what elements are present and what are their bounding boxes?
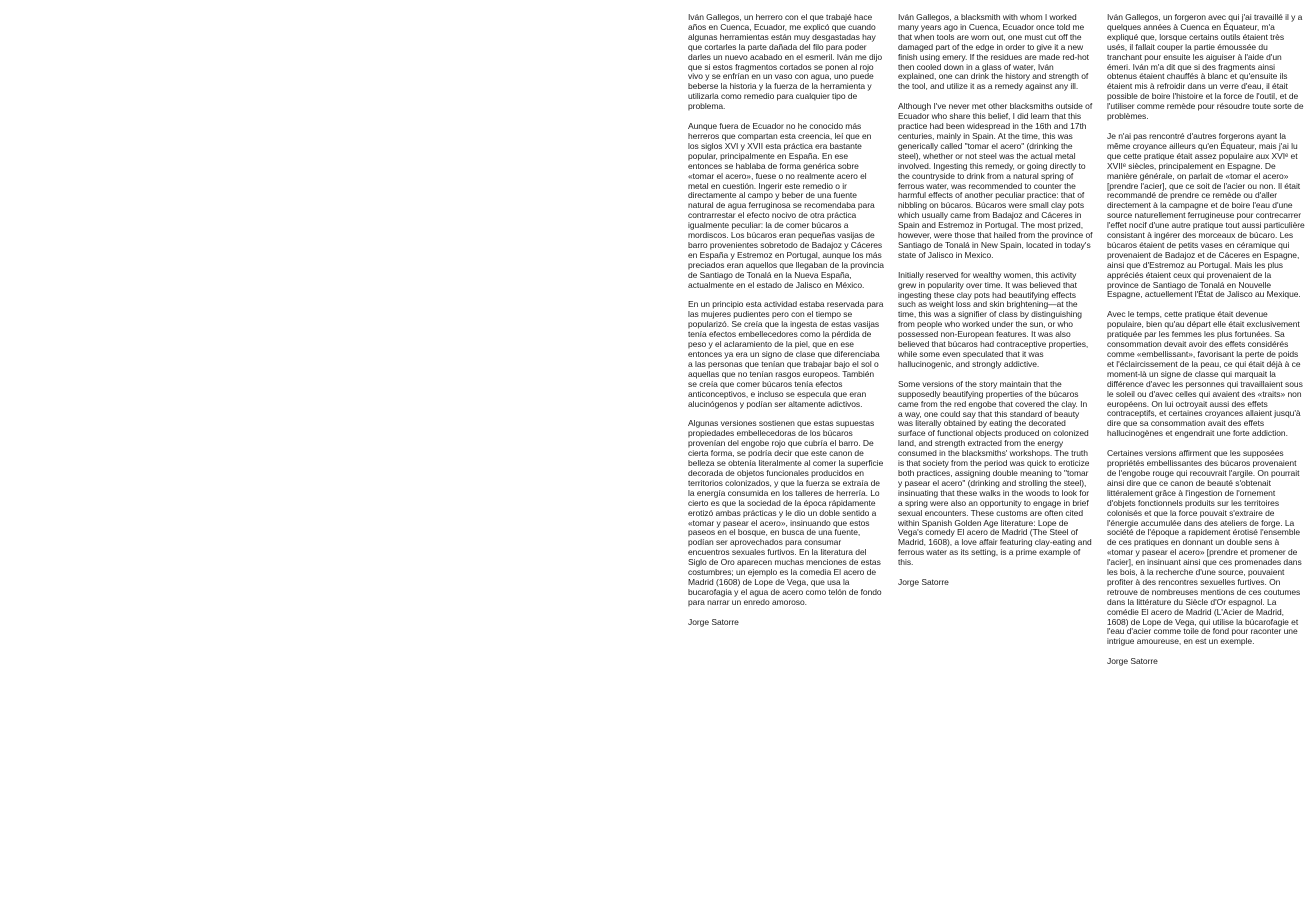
spanish-author: Jorge Satorre	[688, 616, 739, 627]
spanish-text-column	[688, 13, 884, 628]
english-text-column	[898, 13, 1094, 588]
french-paragraph-1: Iván Gallegos, un forgeron avec qui j'ai travaillé il y a quelques années à Cuenca en Équateur, m'a expliqué que, lorsque certains outils étaient très usés, il fallait couper la partie émoussée du tranchant pour ensuite les aiguiser à l'aide d'un émeri. Iván m'a dit que si des fragments ainsi obtenus étaient chauffés à blanc et qu'ensuite ils étaient mis à refroidir dans un verre d'eau, il était possible de boire l'histoire et la force de l'outil, et de l'utiliser comme remède pour résoudre toute sorte de problèmes.	[1107, 12, 1304, 122]
english-paragraph-3: Initially reserved for wealthy women, this activity grew in popularity over time. It was believed that ingesting these clay pots had beautifying effects such as weight loss and skin brightening—at the time, this was a signifier of class by distinguishing from people who worked under the sun, or who possessed non-European features. It was also believed that búcaros had contraceptive properties, while some even speculated that it was hallucinogenic, and strongly addictive.	[898, 269, 1089, 369]
spanish-paragraph-1: Iván Gallegos, un herrero con el que trabajé hace años en Cuenca, Ecuador, me explicó que cuando algunas herramientas están muy desgastadas hay que cortarles la parte dañada del filo para poder darles un nuevo acabado en el esmeril. Iván me dijo que si estos fragmentos cortados se ponen al rojo vivo y se enfrían en un vaso con agua, uno puede beberse la historia y la fuerza de la herramienta y utilizarla como remedio para cualquier tipo de problema.	[688, 12, 883, 112]
spanish-paragraph-4: Algunas versiones sostienen que estas supuestas propiedades embellecedoras de los búcaros provenían del engobe rojo que cubría el barro. De cierta forma, se podría decir que este canon de belleza se obtenía literalmente al comer la superficie decorada de objetos funcionales producidos en territorios colonizados, y que la fuerza se extraía de la energía consumida en los talleres de herrería. Lo cierto es que la sociedad de la época rápidamente erotizó ambas prácticas y le dio un doble sentido a «tomar y pasear el acero», insinuando que estos paseos en el bosque, en busca de una fuente, podían ser aprovechados para consumar encuentros sexuales furtivos. En la literatura del Siglo de Oro aparecen muchas menciones de estas costumbres; un ejemplo es la comedia El acero de Madrid (1608) de Lope de Vega, que usa la bucarofagia y el agua de acero como telón de fondo para narrar un enredo amoroso.	[688, 418, 884, 607]
english-paragraph-4: Some versions of the story maintain that the supposedly beautifying properties of the búcaros came from the red engobe that covered the clay. In a way, one could say that this standard of beauty was literally obtained by eating the decorated surface of functional objects produced on colonized land, and strength extracted from the energy consumed in the blacksmiths' workshops. The truth is that society from the period was quick to eroticize both practices, assigning double meaning to "tomar y pasear el acero" (drinking and strolling the steel), insinuating that these walks in the woods to look for a spring were also an opportunity to engage in brief sexual encounters. These customs are often cited within Spanish Golden Age literature: Lope de Vega's comedy El acero de Madrid (The Steel of Madrid, 1608), a love affair featuring clay-eating and ferrous water as its setting, is a prime example of this.	[898, 378, 1092, 568]
english-paragraph-1: Iván Gallegos, a blacksmith with whom I worked many years ago in Cuenca, Ecuador once told me that when tools are worn out, one must cut off the damaged part of the edge in order to give it a new finish using emery. If the residues are made red-hot then cooled down in a glass of water, Iván explained, one can drink the history and strength of the tool, and utilize it as a remedy against any ill.	[898, 12, 1089, 92]
french-paragraph-2: Je n'ai pas rencontré d'autres forgerons ayant la même croyance ailleurs qu'en Équateur, mais j'ai lu que cette pratique était assez populaire aux XVIᵉ et XVIIᵉ siècles, principalement en Espagne. De manière générale, on parlait de «tomar el acero» [prendre l'acier], que ce soit de l'acier ou non. Il était recommandé de prendre ce remède ou d'aller directement à la campagne et de boire l'eau d'une source naturellement ferrugineuse pour contrecarrer l'effet nocif d'une autre pratique tout aussi particulière consistant à ingérer des morceaux de búcaro. Les búcaros étaient de petits vases en céramique qui provenaient de Badajoz et de Cáceres en Espagne, ainsi que d'Estremoz au Portugal. Mais les plus appréciés étaient ceux qui provenaient de la province de Santiago de Tonalá en Nouvelle Espagne, actuellement l'État de Jalisco au Mexique.	[1107, 130, 1305, 300]
spanish-paragraph-3: En un principio esta actividad estaba reservada para las mujeres pudientes pero con el tiempo se popularizó. Se creía que la ingesta de estas vasijas tenía efectos embellecedores como la pérdida de peso y el aclaramiento de la piel, que en ese entonces ya era un signo de clase que diferenciaba a las personas que tenían que trabajar bajo el sol o aquellas que no tenían rasgos europeos. También se creía que comer búcaros tenía efectos anticonceptivos, e incluso se especula que eran alucinógenos y podían ser altamente adictivos.	[688, 299, 884, 409]
french-text-column	[1107, 13, 1305, 667]
french-author: Jorge Satorre	[1107, 656, 1158, 667]
english-paragraph-2: Although I've never met other blacksmiths outside of Ecuador who share this belief, I did learn that this practice had been widespread in the 16th and 17th centuries, mainly in Spain. At the time, this was generically called "tomar el acero" (drinking the steel), whether or not steel was the actual metal involved. Ingesting this remedy, or going directly to the countryside to drink from a natural spring of ferrous water, was recommended to counter the harmful effects of another peculiar practice: that of nibbling on búcaros. Búcaros were small clay pots which usually came from Badajoz and Cáceres in Spain and Estremoz in Portugal. The most prized, however, were those that hailed from the province of Santiago de Tonalá in New Spain, located in today's state of Jalisco in Mexico.	[898, 101, 1093, 260]
french-paragraph-3: Avec le temps, cette pratique était devenue populaire, bien qu'au départ elle était exclusivement pratiquée par les femmes les plus fortunées. Sa consommation devait avoir des effets considérés comme «embellissant», favorisant la perte de poids et l'éclaircissement de la peau, ce qui était déjà à ce moment-là un signe de classe qui marquait la différence d'avec les personnes qui travaillaient sous le soleil ou d'avec celles qui avaient des «traits» non européens. On lui octroyait aussi des effets contraceptifs, et certaines croyances allaient jusqu'à dire que sa consommation avait des effets hallucinogènes et engendrait une forte addiction.	[1107, 309, 1303, 439]
spanish-paragraph-2: Aunque fuera de Ecuador no he conocido más herreros que compartan esta creencia, leí que en los siglos XVI y XVII esta práctica era bastante popular, principalmente en España. En ese entonces se hablaba de forma genérica sobre «tomar el acero», fuese o no realmente acero el metal en cuestión. Ingerir este remedio o ir directamente al campo y beber de una fuente natural de agua ferruginosa se recomendaba para contrarrestar el efecto nocivo de otra práctica igualmente peculiar: la de comer búcaros a mordiscos. Los búcaros eran pequeñas vasijas de barro provenientes sobretodo de Badajoz y Cáceres en España y Estremoz en Portugal, aunque los más preciados eran aquellos que llegaban de la provincia de Santiago de Tonalá en la Nueva España, actualmente en el estado de Jalisco en México.	[688, 121, 884, 290]
english-author: Jorge Satorre	[898, 577, 949, 588]
french-paragraph-4: Certaines versions affirment que les supposées propriétés embellissantes des búcaros provenaient de l'engobe rouge qui recouvrait l'argile. On pourrait ainsi dire que ce canon de beauté s'obtenait littéralement grâce à l'ingestion de l'ornement d'objets fonctionnels produits sur les territoires colonisés et que la force pouvait s'extraire de l'énergie accumulée dans des ateliers de forge. La société de l'époque a rapidement érotisé l'ensemble de ces pratiques en donnant un double sens à «tomar y pasear el acero» [prendre et promener de l'acier], en insinuant ainsi que ces promenades dans les bois, à la recherche d'une source, pouvaient profiter à des rencontres sexuelles furtives. On retrouve de nombreuses mentions de ces coutumes dans la littérature du Siècle d'Or espagnol. La comédie El acero de Madrid (L'Acier de Madrid, 1608) de Lope de Vega, qui utilise la búcarofagie et l'eau d'acier comme toile de fond pour raconter une intrigue amoureuse, en est un exemple.	[1107, 448, 1302, 647]
